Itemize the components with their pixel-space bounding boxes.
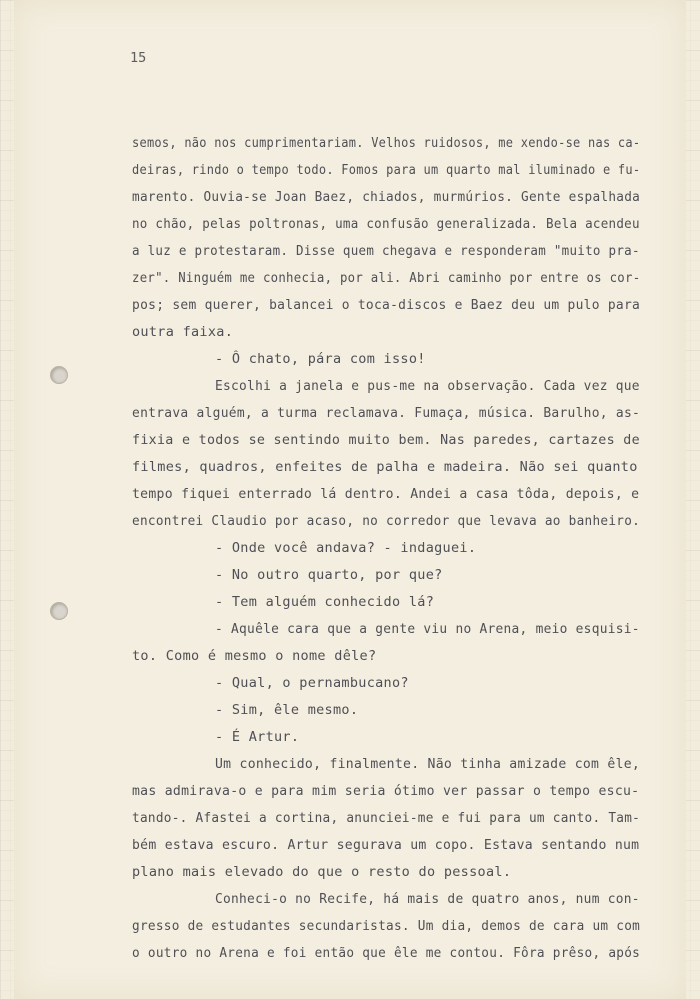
text-line: - É Artur. [215, 729, 300, 745]
text-line: - Ô chato, pára com isso! [215, 351, 426, 367]
text-line: Conheci-o no Recife, há mais de quatro anos, num con- [215, 891, 640, 907]
text-line: filmes, quadros, enfeites de palha e madeira. Não sei quanto [132, 459, 638, 475]
text-line: a luz e protestaram. Disse quem chegava e responderam "muito pra- [132, 243, 640, 259]
text-line: entrava alguém, a turma reclamava. Fumaça, música. Barulho, as- [132, 405, 641, 421]
text-line: - Onde você andava? - indaguei. [215, 540, 477, 556]
text-line: gresso de estudantes secundaristas. Um dia, demos de cara um com [132, 918, 641, 934]
text-line: tando-. Afastei a cortina, anunciei-me e fui para um canto. Tam- [132, 810, 641, 826]
text-line: - No outro quarto, por que? [215, 567, 443, 583]
text-line: - Tem alguém conhecido lá? [215, 594, 435, 610]
text-line: - Sim, êle mesmo. [215, 702, 359, 718]
text-line: no chão, pelas poltronas, uma confusão generalizada. Bela acendeu [132, 216, 640, 232]
text-line: outra faixa. [132, 324, 234, 340]
text-line: bém estava escuro. Artur segurava um copo. Estava sentando num [132, 837, 640, 853]
text-line: mas admirava-o e para mim seria ótimo ver passar o tempo escu- [132, 783, 640, 799]
text-line: semos, não nos cumprimentariam. Velhos ruidosos, me xendo-se nas ca- [132, 135, 641, 151]
text-line: Escolhi a janela e pus-me na observação. Cada vez que [215, 378, 640, 394]
text-line: - Aquêle cara que a gente viu no Arena, meio esquisi- [215, 621, 640, 637]
text-line: o outro no Arena e foi então que êle me contou. Fôra prêso, após [132, 945, 641, 961]
text-line: pos; sem querer, balancei o toca-discos e Baez deu um pulo para [132, 297, 641, 313]
text-line: fixia e todos se sentindo muito bem. Nas paredes, cartazes de [132, 432, 640, 448]
punch-hole-bottom [50, 602, 68, 620]
page-number: 15 [130, 50, 147, 66]
punch-hole-top [50, 366, 68, 384]
text-line: Um conhecido, finalmente. Não tinha amizade com êle, [215, 756, 641, 772]
text-line: encontrei Claudio por acaso, no corredor que levava ao banheiro. [132, 513, 641, 529]
text-line: zer". Ninguém me conhecia, por ali. Abri caminho por entre os cor- [132, 270, 641, 286]
text-line: tempo fiquei enterrado lá dentro. Andei a casa tôda, depois, e [132, 486, 640, 502]
text-line: deiras, rindo o tempo todo. Fomos para um quarto mal iluminado e fu- [132, 162, 641, 178]
text-line: - Qual, o pernambucano? [215, 675, 409, 691]
text-line: marento. Ouvia-se Joan Baez, chiados, murmúrios. Gente espalhada [132, 189, 641, 205]
text-line: to. Como é mesmo o nome dêle? [132, 648, 377, 664]
text-line: plano mais elevado do que o resto do pessoal. [132, 864, 512, 880]
